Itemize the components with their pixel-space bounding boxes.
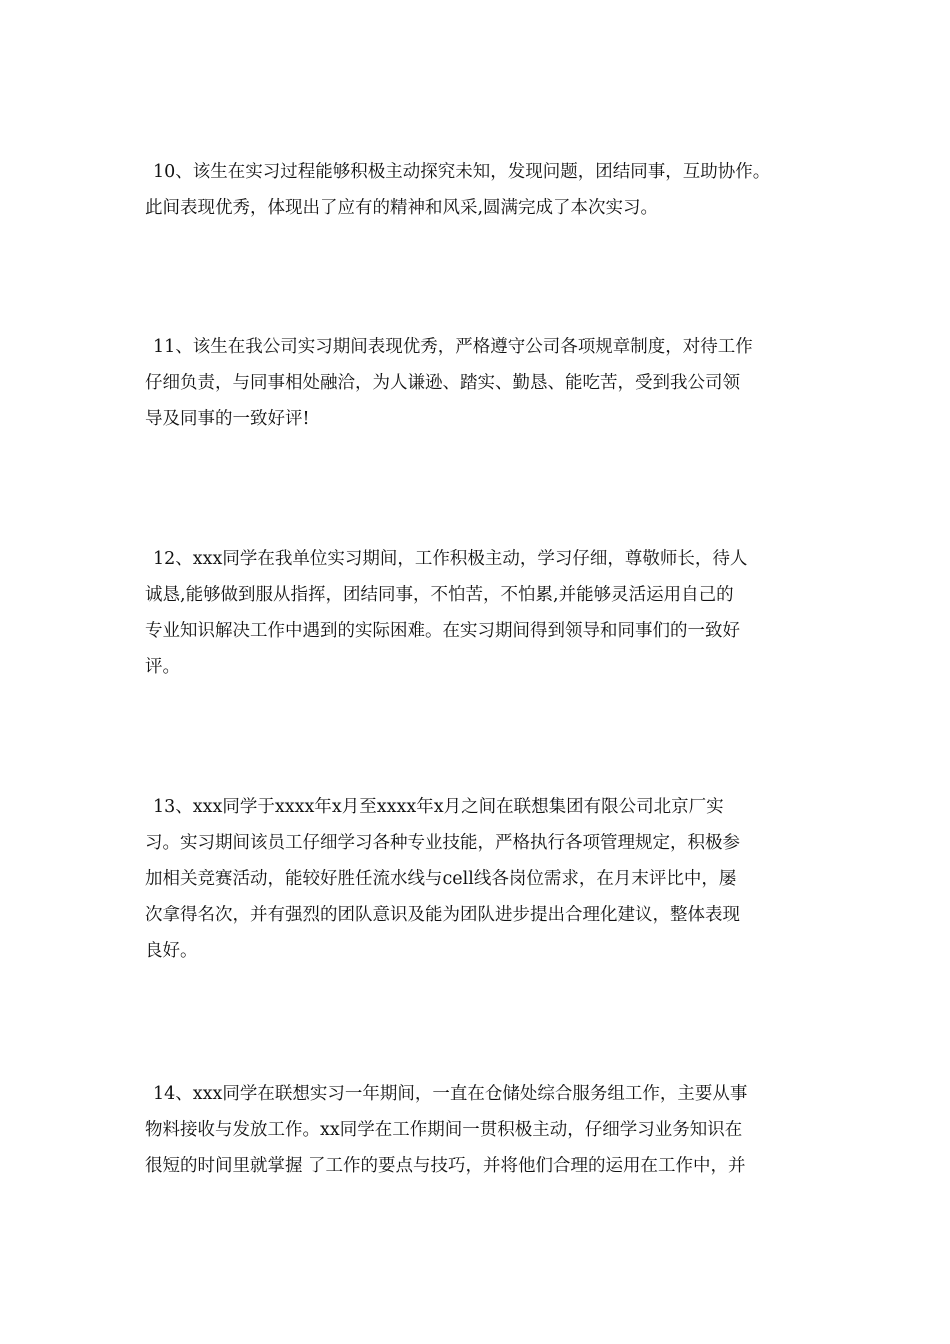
paragraph-line: 评。 — [145, 657, 180, 677]
paragraph-line: 习。实习期间该员工仔细学习各种专业技能，严格执行各项管理规定，积极参 — [145, 833, 740, 853]
paragraph-line: 很短的时间里就掌握 了工作的要点与技巧，并将他们合理的运用在工作中，并 — [145, 1156, 746, 1176]
paragraph-line: 物料接收与发放工作。xx同学在工作期间一贯积极主动，仔细学习业务知识在 — [145, 1120, 743, 1140]
paragraph-line: 诚恳,能够做到服从指挥，团结同事，不怕苦，不怕累,并能够灵活运用自己的 — [145, 585, 734, 605]
paragraph-line: 12、xxx同学在我单位实习期间，工作积极主动，学习仔细，尊敬师长，待人 — [153, 549, 748, 569]
paragraph-13 — [145, 789, 825, 969]
paragraph-line: 仔细负责，与同事相处融洽，为人谦逊、踏实、勤恳、能吃苦，受到我公司领 — [145, 373, 740, 393]
paragraph-line: 11、该生在我公司实习期间表现优秀，严格遵守公司各项规章制度，对待工作 — [153, 337, 753, 357]
paragraph-12 — [145, 541, 825, 685]
paragraph-line: 此间表现优秀，体现出了应有的精神和风采,圆满完成了本次实习。 — [145, 198, 659, 218]
paragraph-14 — [145, 1076, 825, 1184]
paragraph-line: 10、该生在实习过程能够积极主动探究未知，发现问题，团结同事，互助协作。 — [153, 162, 771, 182]
paragraph-line: 专业知识解决工作中遇到的实际困难。在实习期间得到领导和同事们的一致好 — [145, 621, 740, 641]
paragraph-line: 14、xxx同学在联想实习一年期间，一直在仓储处综合服务组工作，主要从事 — [153, 1084, 748, 1104]
paragraph-11 — [145, 329, 825, 437]
paragraph-line: 良好。 — [145, 941, 198, 961]
paragraph-line: 次拿得名次，并有强烈的团队意识及能为团队进步提出合理化建议，整体表现 — [145, 905, 740, 925]
paragraph-line: 加相关竞赛活动，能较好胜任流水线与cell线各岗位需求，在月末评比中，屡 — [145, 869, 737, 889]
paragraph-line: 13、xxx同学于xxxx年x月至xxxx年x月之间在联想集团有限公司北京厂实 — [153, 797, 724, 817]
paragraph-line: 导及同事的一致好评! — [145, 409, 310, 429]
paragraph-10 — [145, 154, 825, 226]
